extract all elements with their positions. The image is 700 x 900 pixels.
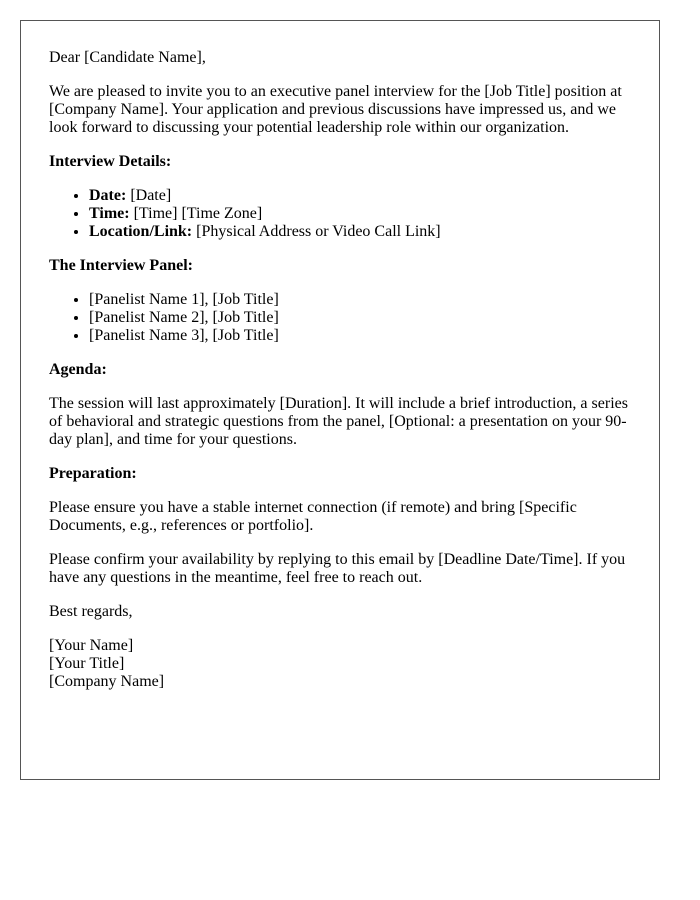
panelist-item: • [Panelist Name 1], [Job Title] — [89, 291, 631, 309]
detail-label: Location/Link: — [89, 223, 193, 240]
salutation: Dear [Candidate Name], — [49, 49, 206, 66]
panel-list — [49, 291, 631, 345]
agenda-heading: Agenda: — [49, 361, 107, 378]
closing: Best regards, — [49, 603, 133, 620]
panelist-item: • [Panelist Name 3], [Job Title] — [89, 327, 631, 345]
signature-title: [Your Title] — [49, 655, 125, 672]
detail-label: Time: — [89, 205, 130, 222]
detail-item-location — [89, 223, 631, 241]
intro-paragraph: We are pleased to invite you to an executive panel interview for the [Job Title] position at [Company Name]. Your application and previous discussions have impressed us, and we look forward to discussing your potential leadership role within our organization. — [49, 83, 622, 136]
interview-details-list — [49, 187, 631, 241]
detail-value: [Physical Address or Video Call Link] — [196, 223, 441, 240]
panel-heading: The Interview Panel: — [49, 257, 193, 274]
signature-company: [Company Name] — [49, 673, 165, 690]
agenda-paragraph: The session will last approximately [Duration]. It will include a brief introduction, a series of behavioral and strategic questions from the panel, [Optional: a presentation on your 90-day plan], and time for your questions. — [49, 395, 628, 448]
preparation-paragraph: Please ensure you have a stable internet connection (if remote) and bring [Specific Documents, e.g., references or portfolio]. — [49, 499, 577, 534]
detail-item-time — [89, 205, 631, 223]
panelist-item: • [Panelist Name 2], [Job Title] — [89, 309, 631, 327]
signature-name: [Your Name] — [49, 637, 134, 654]
detail-label: Date: — [89, 187, 127, 204]
letter-container — [20, 20, 660, 780]
detail-value: [Time] [Time Zone] — [133, 205, 263, 222]
signature-block — [49, 637, 631, 691]
detail-item-date — [89, 187, 631, 205]
preparation-heading: Preparation: — [49, 465, 137, 482]
confirmation-paragraph: Please confirm your availability by replying to this email by [Deadline Date/Time]. If you have any questions in the meantime, feel free to reach out. — [49, 551, 626, 586]
detail-value: [Date] — [130, 187, 172, 204]
interview-details-heading: Interview Details: — [49, 153, 172, 170]
